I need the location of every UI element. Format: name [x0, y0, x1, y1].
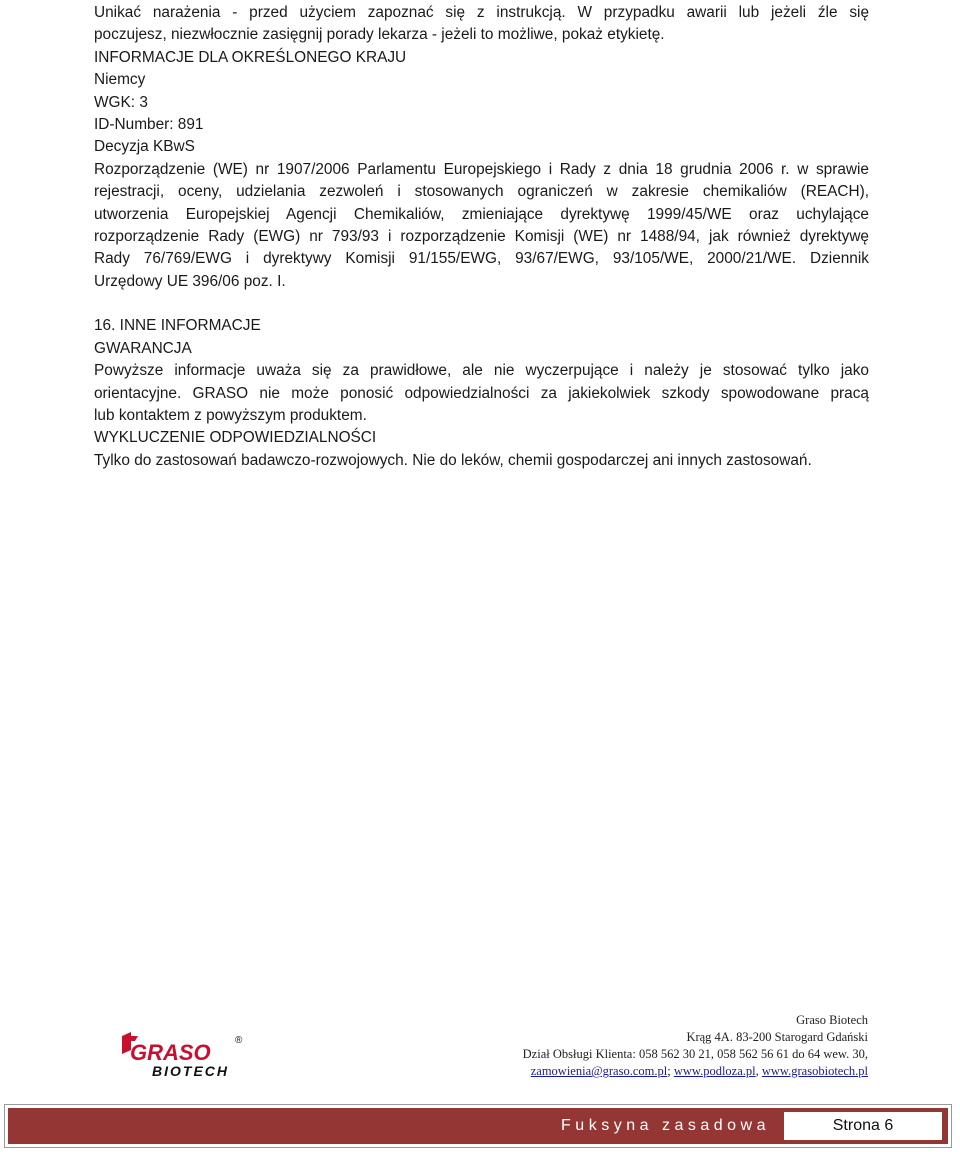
- text-line: Urzędowy UE 396/06 poz. I.: [94, 272, 286, 290]
- website-link-podloza[interactable]: www.podloza.pl: [673, 1064, 756, 1078]
- document-body: [94, 2, 869, 472]
- text-line: Tylko do zastosowań badawczo-rozwojowych. Nie do leków, chemii gospodarczej ani innych zastosowań.: [94, 451, 812, 469]
- section-heading: GWARANCJA: [94, 339, 192, 357]
- text-line: Niemcy: [94, 71, 146, 89]
- website-link-grasobiotech[interactable]: www.grasobiotech.pl: [761, 1064, 868, 1078]
- text-line: ID-Number: 891: [94, 116, 204, 134]
- text-line: rejestracji, oceny, udzielania zezwoleń i stosowanych ograniczeń w zakresie chemikaliów (REACH),: [94, 183, 869, 201]
- text-line: Rozporządzenie (WE) nr 1907/2006 Parlamentu Europejskiego i Rady z dnia 18 grudnia 2006 r. w sprawie: [94, 160, 869, 178]
- text-line: Powyższe informacje uważa się za prawidłowe, ale nie wyczerpujące i należy je stosować tylko jako: [94, 362, 869, 380]
- page-number: Strona 6: [784, 1112, 942, 1140]
- text-line: Rady 76/769/EWG i dyrektywy Komisji 91/155/EWG, 93/67/EWG, 93/105/WE, 2000/21/WE. Dziennik: [94, 250, 869, 268]
- email-link[interactable]: zamowienia@graso.com.pl: [530, 1064, 668, 1078]
- svg-text:BIOTECH: BIOTECH: [152, 1063, 229, 1079]
- product-title: Fuksyna zasadowa: [561, 1117, 770, 1134]
- section-heading: 16. INNE INFORMACJE: [94, 317, 261, 335]
- svg-text:GRASO: GRASO: [130, 1040, 211, 1065]
- graso-biotech-logo: [118, 1030, 248, 1080]
- contact-links: zamowienia@graso.com.pl; www.podloza.pl, www.grasobiotech.pl: [530, 1064, 868, 1078]
- text-line: orientacyjne. GRASO nie może ponosić odpowiedzialności za jakiekolwiek szkody spowodowane pracą: [94, 384, 869, 402]
- text-line: poczujesz, niezwłocznie zasięgnij porady lekarza - jeżeli to możliwe, pokaż etykietę.: [94, 26, 665, 44]
- text-line: Unikać narażenia - przed użyciem zapoznać się z instrukcją. W przypadku awarii lub jeżeli źle się: [94, 4, 869, 21]
- svg-text:®: ®: [235, 1035, 243, 1046]
- text-line: rozporządzenie Rady (EWG) nr 793/93 i rozporządzenie Komisji (WE) nr 1488/94, jak również dyrektywę: [94, 228, 869, 246]
- section-heading: WYKLUCZENIE ODPOWIEDZIALNOŚCI: [94, 429, 377, 447]
- text-line: Decyzja KBwS: [94, 138, 195, 156]
- text-line: WGK: 3: [94, 93, 148, 111]
- text-line: lub kontaktem z powyższym produktem.: [94, 406, 367, 424]
- footer-bar-fill: [8, 1108, 948, 1144]
- contact-block: [488, 1012, 868, 1080]
- section-heading: INFORMACJE DLA OKREŚLONEGO KRAJU: [94, 48, 407, 66]
- company-name: Graso Biotech: [796, 1013, 868, 1027]
- graso-logo-icon: [118, 1030, 248, 1080]
- company-address: Krąg 4A. 83-200 Starogard Gdański: [686, 1030, 868, 1044]
- footer-bar: [4, 1104, 952, 1148]
- customer-service: Dział Obsługi Klienta: 058 562 30 21, 058 562 56 61 do 64 wew. 30,: [522, 1047, 868, 1061]
- text-line: utworzenia Europejskiej Agencji Chemikaliów, zmieniające dyrektywę 1999/45/WE oraz uchylające: [94, 205, 869, 223]
